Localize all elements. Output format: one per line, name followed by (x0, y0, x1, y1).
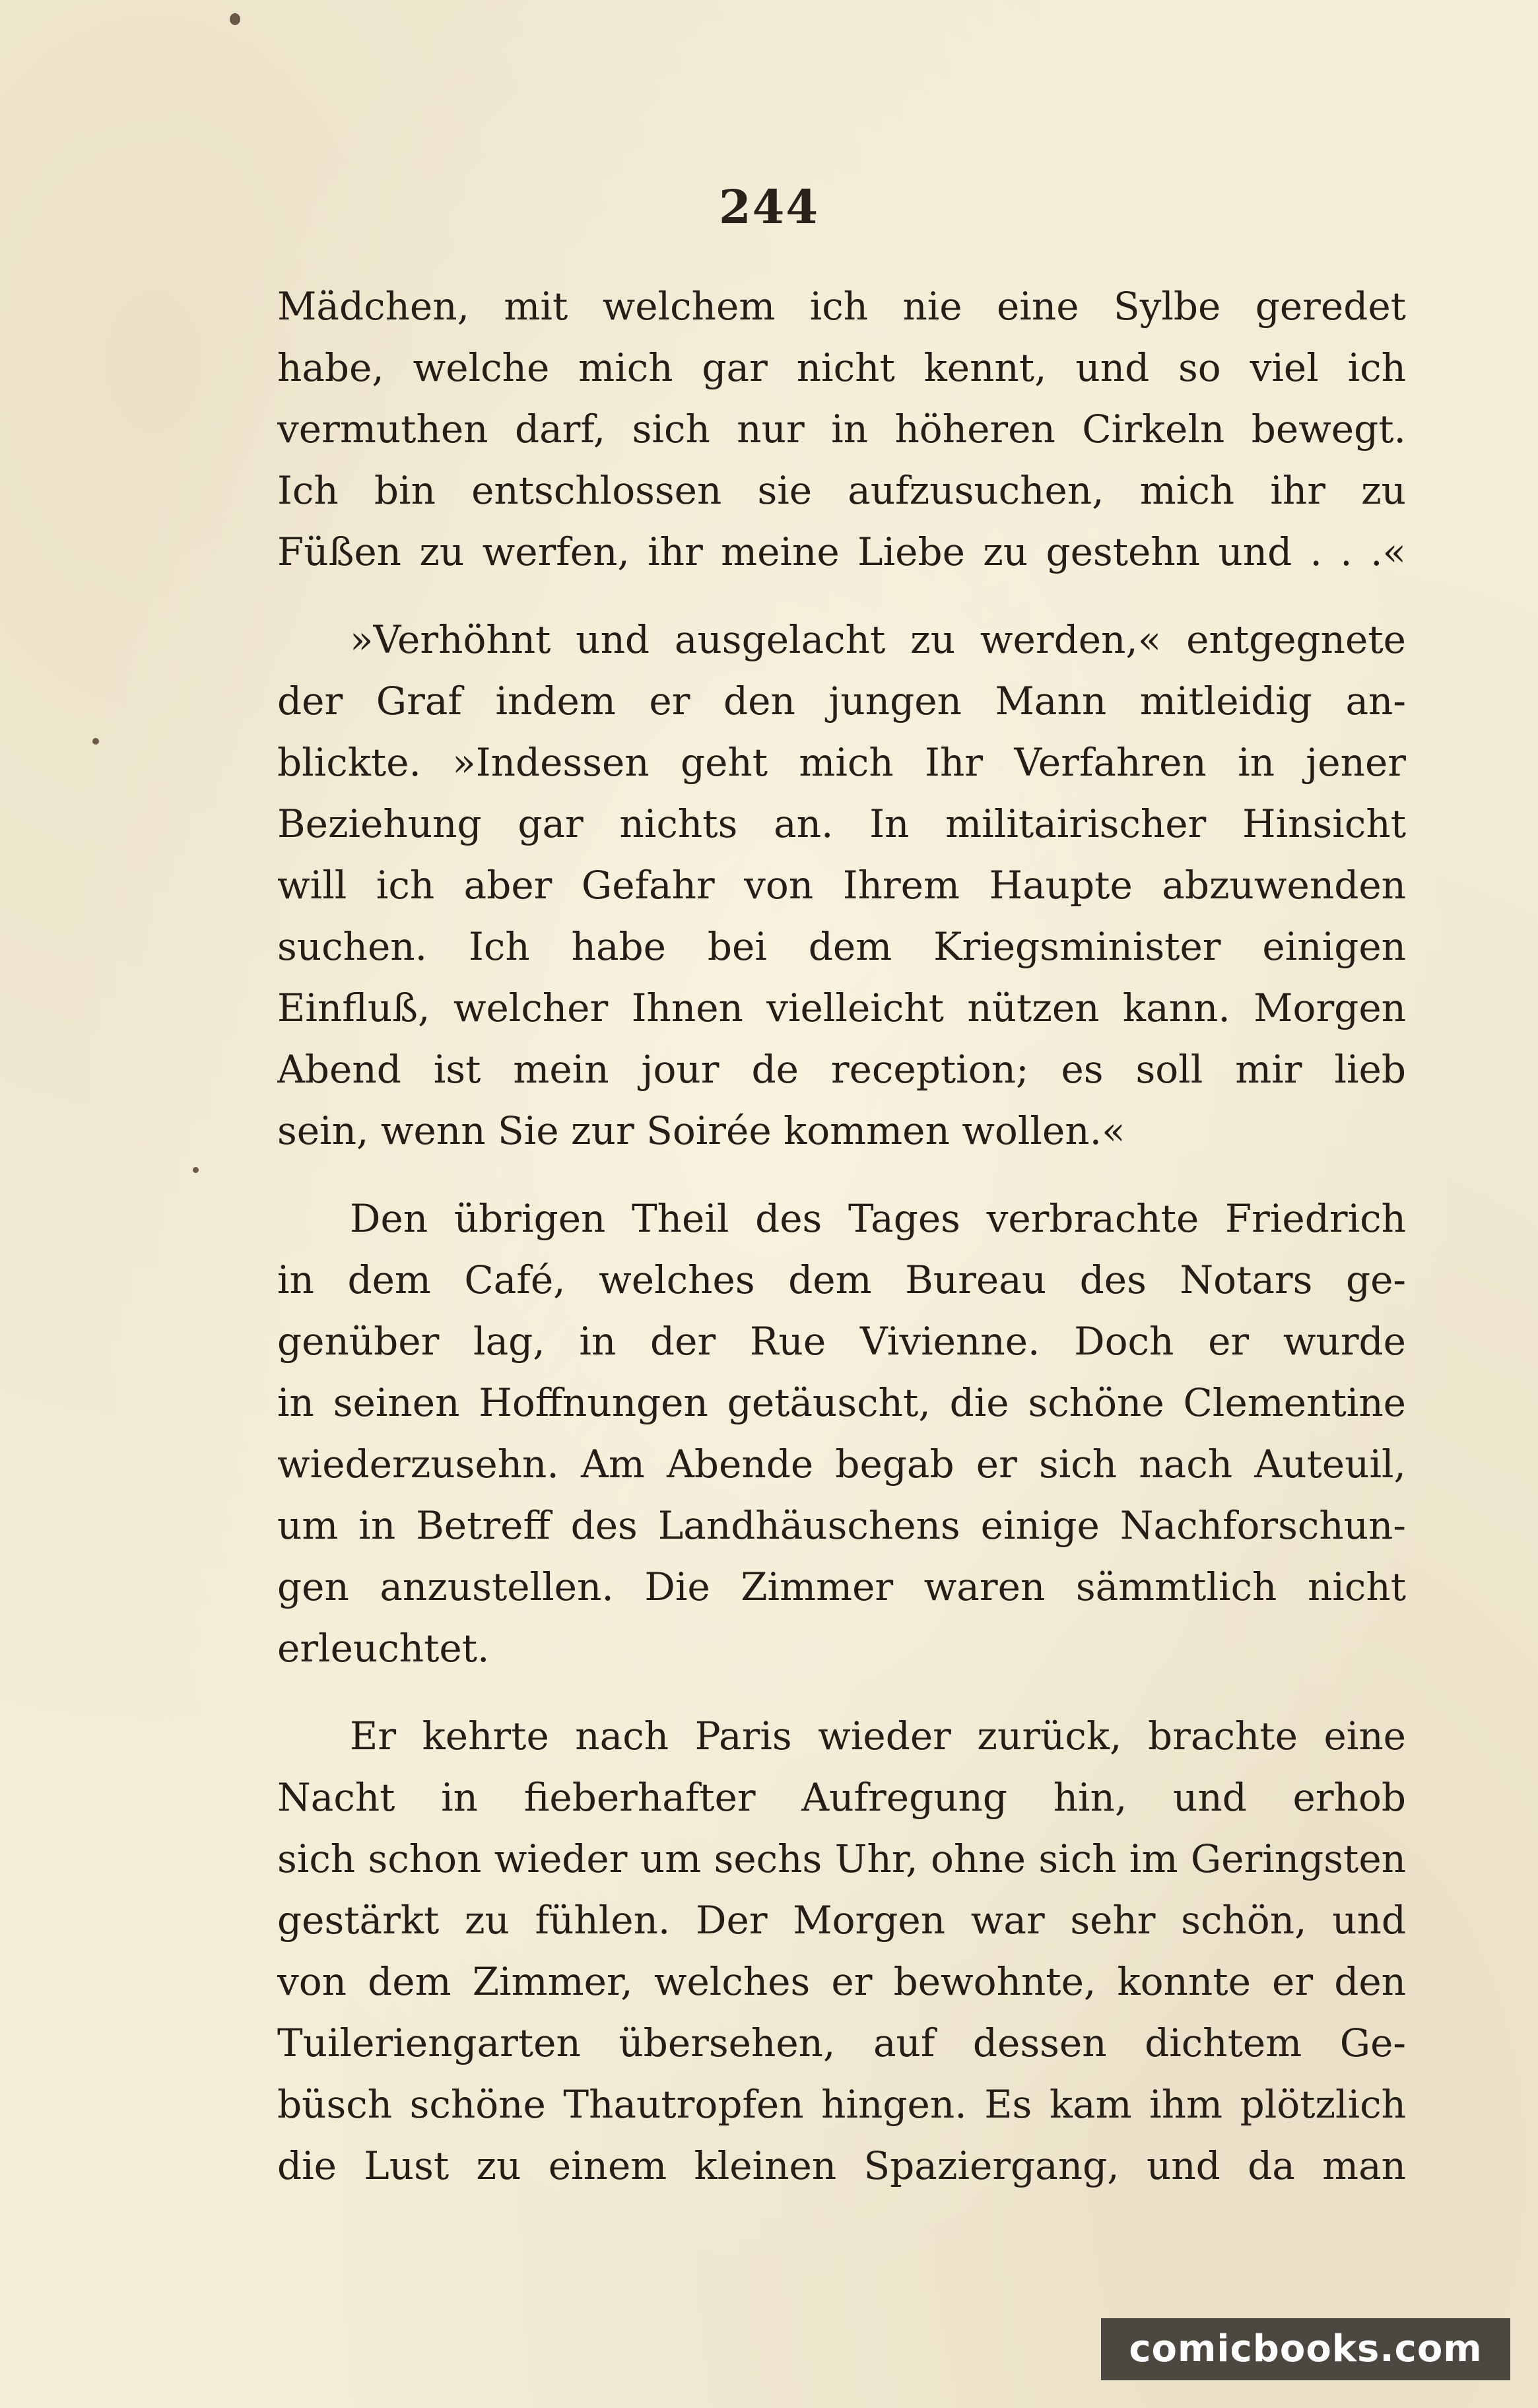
text-line: sein, wenn Sie zur Soirée kommen wollen.« (277, 1108, 1125, 1153)
text-line: Füßen zu werfen, ihr meine Liebe zu gestehn und . . .« (277, 529, 1406, 574)
text-line: in dem Café, welches dem Bureau des Notars ge- (277, 1257, 1406, 1302)
text-line: um in Betreff des Landhäuschens einige Nachforschun- (277, 1503, 1406, 1548)
text-line: die Lust zu einem kleinen Spaziergang, und da man (277, 2143, 1406, 2188)
text-line: Den übrigen Theil des Tages verbrachte Friedrich (350, 1196, 1406, 1241)
text-line: erleuchtet. (277, 1626, 490, 1671)
text-line: in seinen Hoffnungen getäuscht, die schöne Clementine (277, 1380, 1406, 1425)
text-line: Ich bin entschlossen sie aufzusuchen, mich ihr zu (277, 468, 1406, 513)
text-line: gestärkt zu fühlen. Der Morgen war sehr schön, und (277, 1898, 1406, 1943)
ink-spot-left-margin (92, 738, 99, 745)
body-text (277, 276, 1406, 2197)
text-line: von dem Zimmer, welches er bewohnte, konnte er den (277, 1959, 1406, 2004)
text-line: Tuileriengarten übersehen, auf dessen dichtem Ge- (277, 2021, 1406, 2065)
text-line: genüber lag, in der Rue Vivienne. Doch er wurde (277, 1319, 1406, 1364)
text-line: suchen. Ich habe bei dem Kriegsminister einigen (277, 924, 1406, 969)
text-line: Nacht in fieberhafter Aufregung hin, und erhob (277, 1775, 1406, 1820)
text-line: Mädchen, mit welchem ich nie eine Sylbe geredet (277, 284, 1406, 329)
text-line: gen anzustellen. Die Zimmer waren sämmtlich nicht (277, 1564, 1406, 1609)
text-line: habe, welche mich gar nicht kennt, und so viel ich (277, 345, 1406, 390)
text-line: blickte. »Indessen geht mich Ihr Verfahren in jener (277, 740, 1406, 785)
text-line: Beziehung gar nichts an. In militairischer Hinsicht (277, 801, 1406, 846)
text-line: will ich aber Gefahr von Ihrem Haupte abzuwenden (277, 863, 1406, 908)
text-line: wiederzusehn. Am Abende begab er sich nach Auteuil, (277, 1442, 1406, 1487)
text-line: sich schon wieder um sechs Uhr, ohne sich im Geringsten (277, 1836, 1406, 1881)
ink-spot-left-margin-lower (193, 1167, 199, 1173)
ink-spot-top-left (230, 13, 240, 25)
text-line: der Graf indem er den jungen Mann mitleidig an- (277, 679, 1406, 723)
site-watermark: comicbooks.com (1101, 2318, 1510, 2380)
text-line: Er kehrte nach Paris wieder zurück, brachte eine (350, 1714, 1406, 1758)
text-line: »Verhöhnt und ausgelacht zu werden,« entgegnete (350, 617, 1406, 662)
text-line: Einfluß, welcher Ihnen vielleicht nützen kann. Morgen (277, 986, 1406, 1030)
text-line: Abend ist mein jour de reception; es soll mir lieb (277, 1047, 1406, 1092)
page-number: 244 (718, 180, 820, 234)
text-line: vermuthen darf, sich nur in höheren Cirkeln bewegt. (277, 407, 1406, 452)
text-line: büsch schöne Thautropfen hingen. Es kam ihm plötzlich (277, 2082, 1406, 2127)
